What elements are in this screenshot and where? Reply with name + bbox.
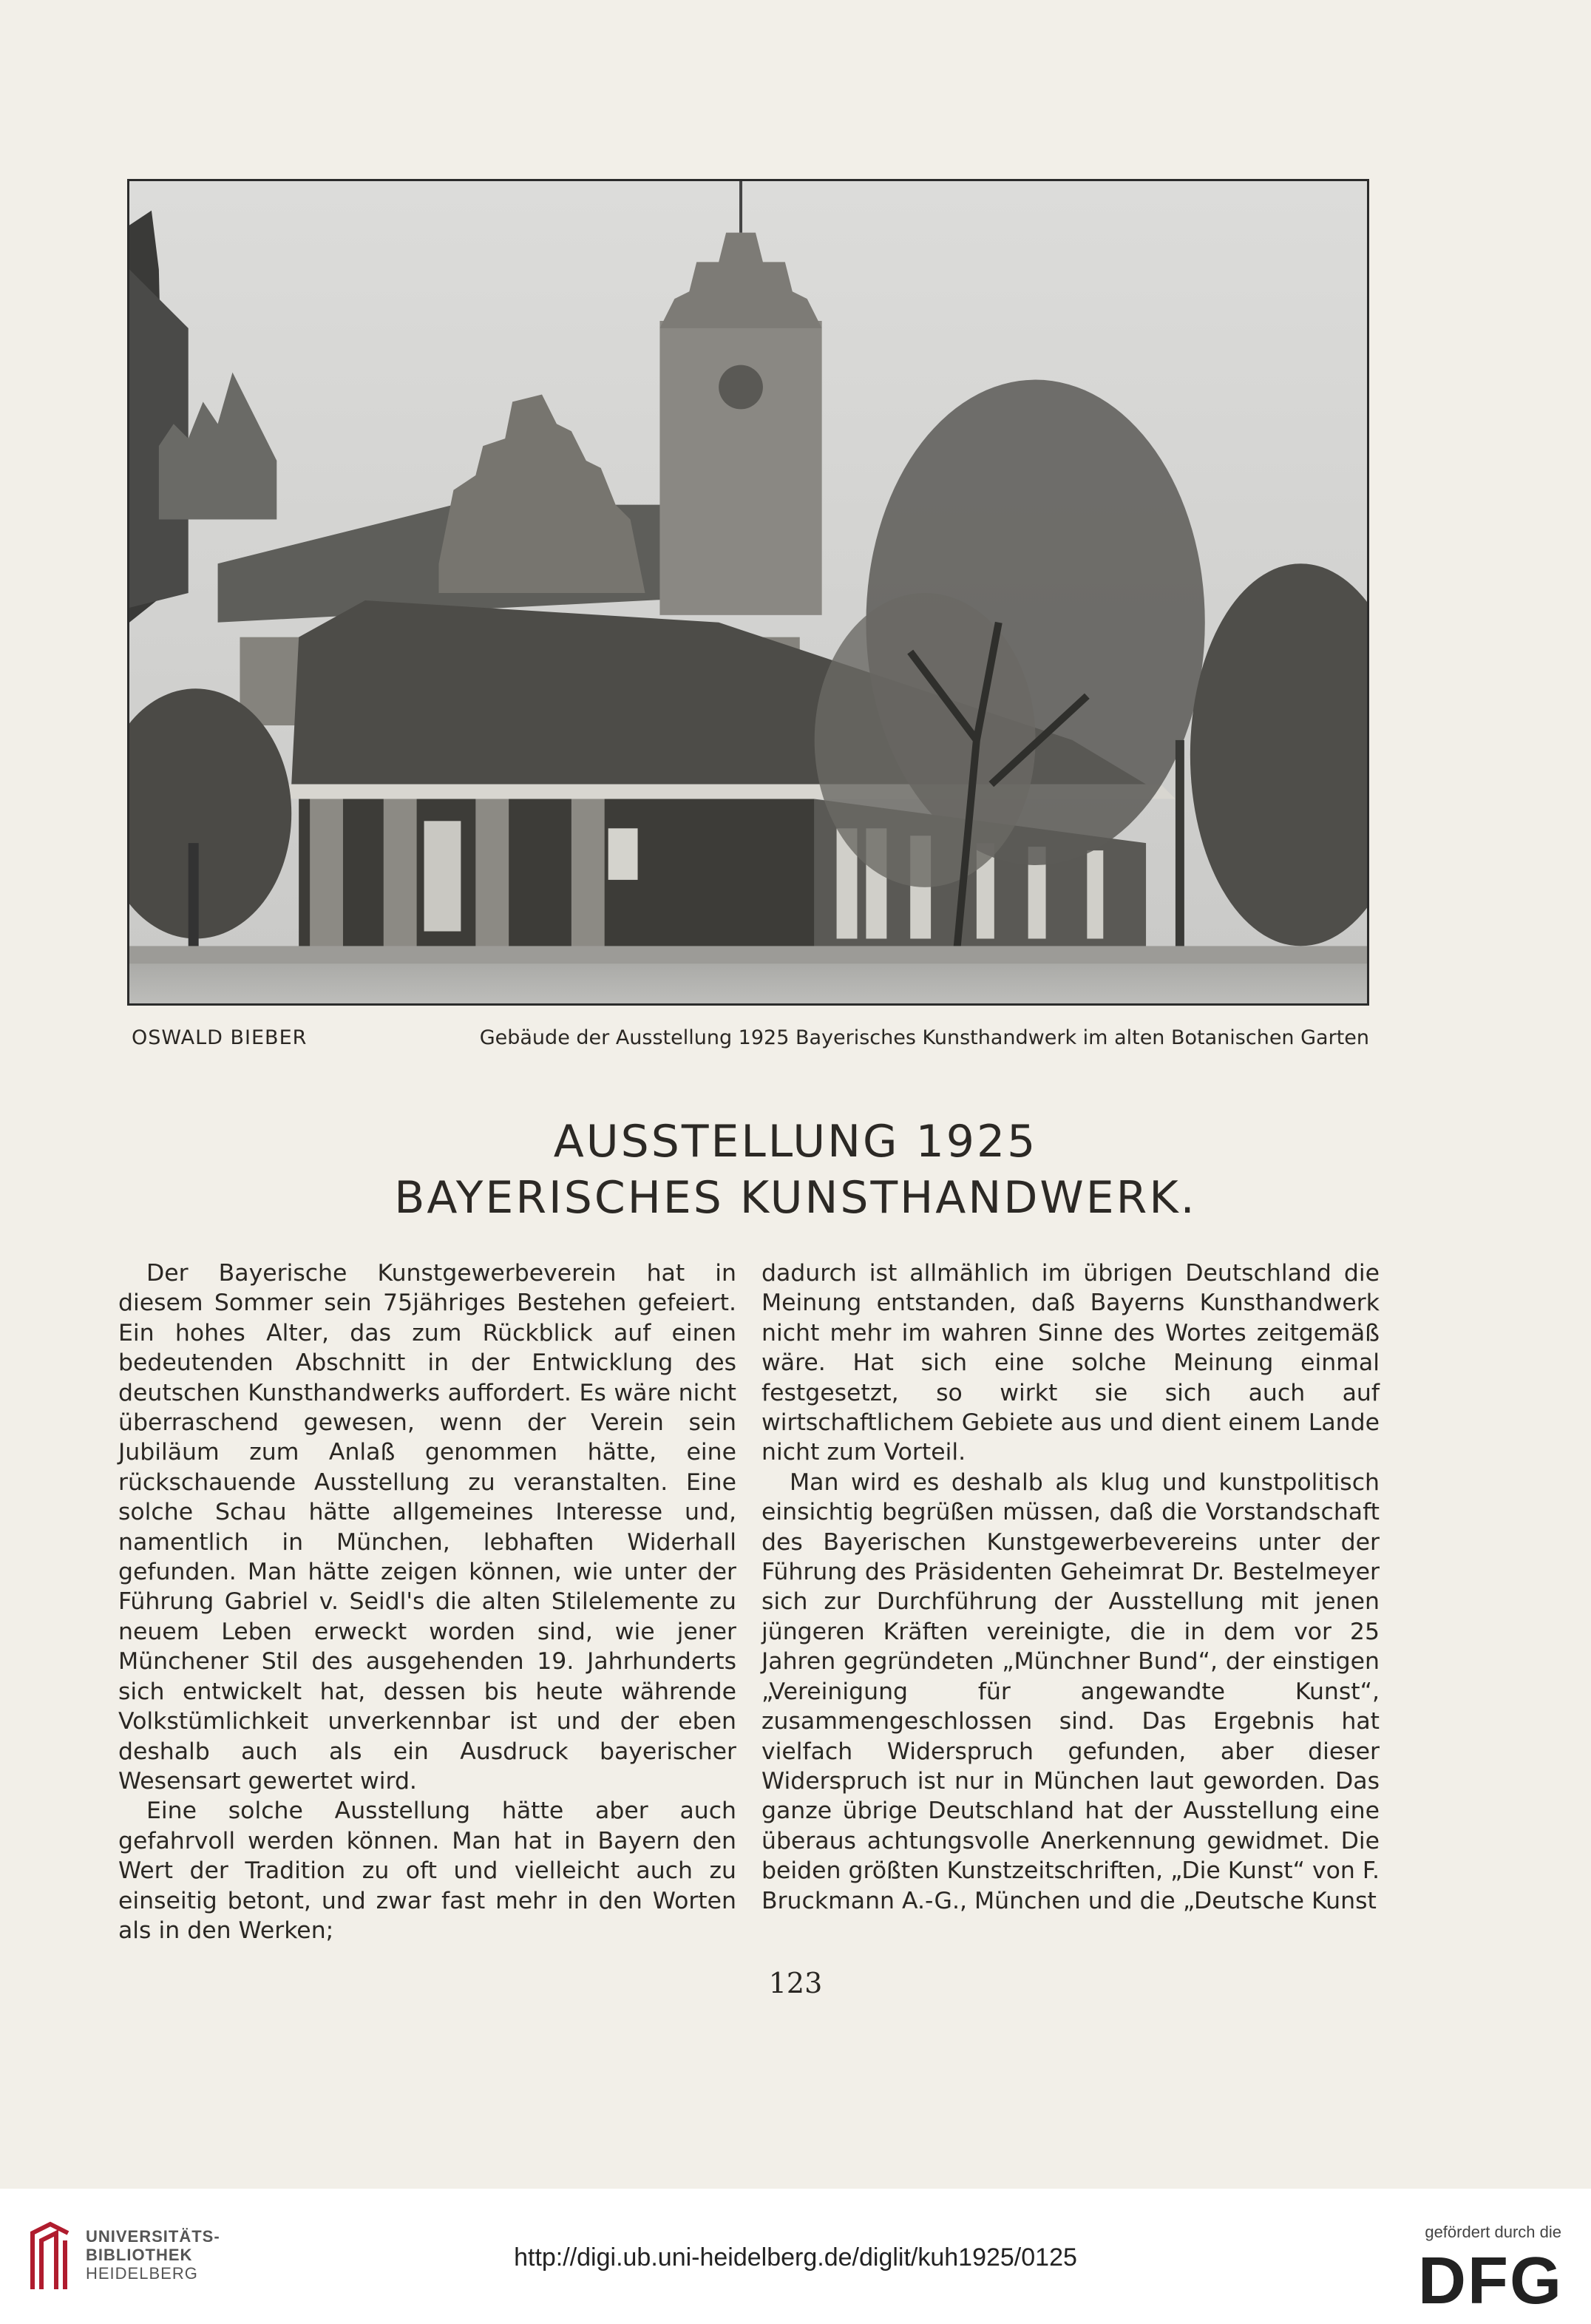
digitization-footer <box>0 2189 1591 2324</box>
paragraph: Eine solche Ausstellung hätte aber auch gefahrvoll werden können. Man hat in Bayern den Wert der Tradition zu oft und vielleicht auch zu einseitig betont, und zwar fast mehr in den Worten als in den Werken; <box>118 1798 736 1944</box>
paragraph: dadurch ist allmählich im übrigen Deutschland die Meinung entstanden, daß Bayerns Kunsthandwerk nicht mehr im wahren Sinne des Wortes zeitgemäß wäre. Hat sich eine solche Meinung einmal festgesetzt, so wirkt sie sich auch auf wirtschaftlichem Gebiete aus und dient einem Lande nicht zum Vorteil. <box>761 1260 1380 1466</box>
text-column-right <box>761 1258 1380 1916</box>
paragraph: Man wird es deshalb als klug und kunstpolitisch einsichtig begrüßen müssen, daß die Vorstandschaft des Bayerischen Kunstgewerbevereins unter der Führung des Präsidenten Geheimrat Dr. Bestelmeyer sich zur Durchführung der Ausstellung mit jenen jüngeren Kräften vereinigte, die in dem vor 25 Jahren gegründeten „Münchner Bund“, der einstigen „Vereinigung für angewandte Kunst“, zusammengeschlossen sind. Das Ergebnis hat vielfach Widerspruch gefunden, aber dieser Widerspruch ist nur in München laut geworden. Das ganze übrige Deutschland hat der Ausstellung eine überaus achtungsvolle Anerkennung gewidmet. Die beiden größten Kunstzeitschriften, „Die Kunst“ von F. Bruckmann A.-G., München und die „Deutsche Kunst <box>761 1468 1380 1914</box>
text-column-left <box>118 1258 736 1945</box>
paragraph: Der Bayerische Kunstgewerbeverein hat in diesem Sommer sein 75jähriges Bestehen gefeiert. Ein hohes Alter, das zum Rückblick auf einen bedeutenden Abschnitt in der Entwicklung des deutschen Kunsthandwerks auffordert. Es wäre nicht überraschend gewesen, wenn der Verein sein Jubiläum zum Anlaß genommen hätte, eine rückschauende Ausstellung zu veranstalten. Eine solche Schau hätte allgemeines Interesse und, namentlich in München, lebhaften Widerhall gefunden. Man hätte zeigen können, wie unter der Führung Gabriel v. Seidl's die alten Stilelemente zu neuem Leben erweckt worden sind, wie jener Münchener Stil des ausgehenden 19. Jahrhunderts sich entwickelt hat, dessen bis heute währende Volkstümlichkeit unverkennbar ist und der eben deshalb auch als ein Ausdruck bayerischer Wesensart gewertet wird. <box>118 1260 736 1795</box>
exhibition-building-photo <box>129 181 1367 1003</box>
permalink-url[interactable]: http://digi.ub.uni-heidelberg.de/diglit/kuh1925/0125 <box>514 2243 1077 2272</box>
dfg-logo: DFG <box>1418 2244 1563 2318</box>
photo-caption: Gebäude der Ausstellung 1925 Bayerisches Kunsthandwerk im alten Botanischen Garten <box>479 1026 1369 1049</box>
photographer-credit: OSWALD BIEBER <box>132 1026 308 1049</box>
page-number: 123 <box>768 1967 823 1999</box>
title-line-2: BAYERISCHES KUNSTHANDWERK. <box>394 1172 1197 1224</box>
building-photograph <box>127 179 1369 1006</box>
article-title <box>0 1114 1591 1226</box>
funded-by-label: gefördert durch die <box>1425 2223 1561 2241</box>
title-line-1: AUSSTELLUNG 1925 <box>553 1116 1038 1168</box>
library-name: UNIVERSITÄTS- BIBLIOTHEK HEIDELBERG <box>86 2227 220 2283</box>
